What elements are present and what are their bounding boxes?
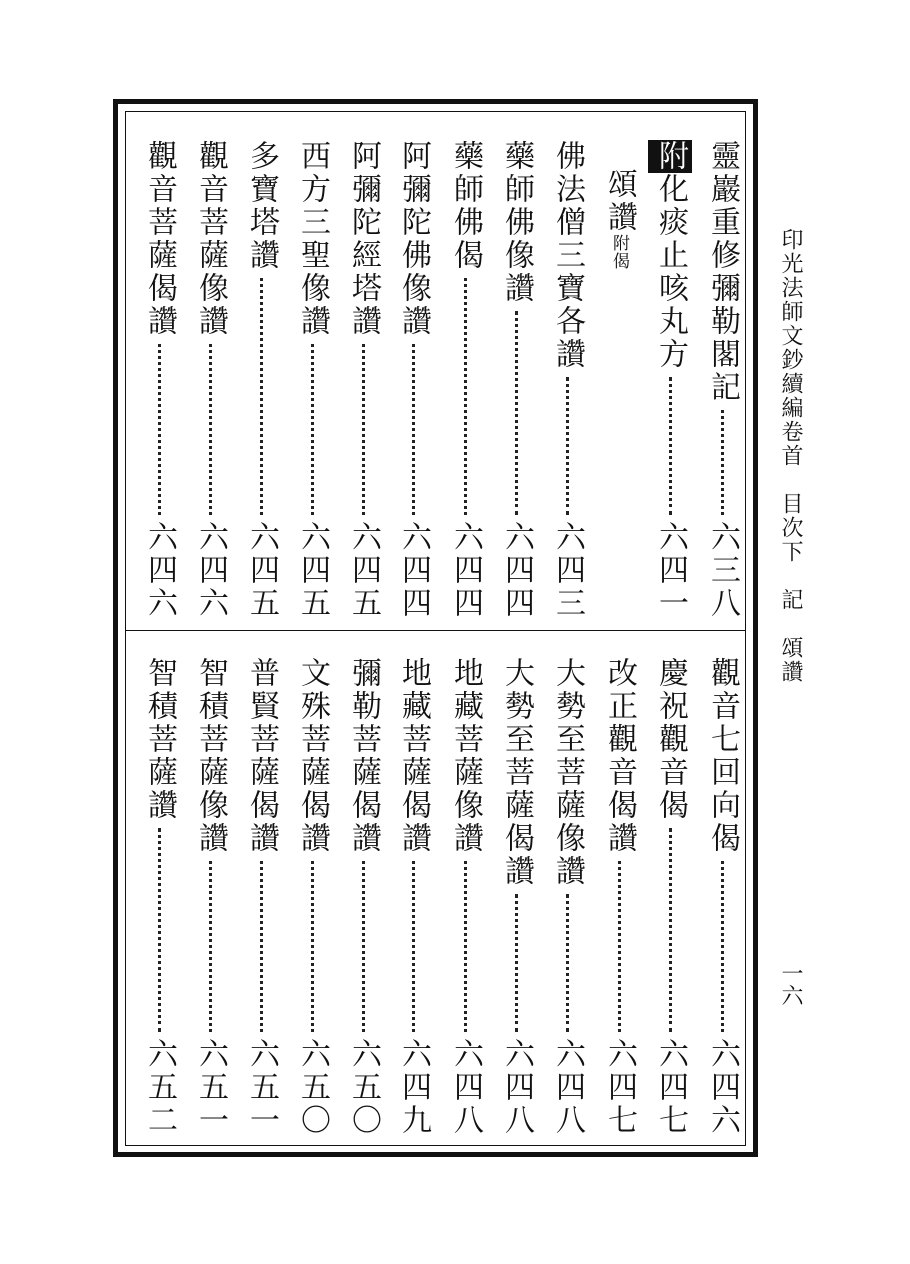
- toc-page-number: 六四五: [244, 521, 279, 620]
- leader-dots: [515, 894, 518, 1032]
- toc-entry-title: [341, 657, 385, 855]
- toc-entry: [648, 657, 692, 1137]
- toc-entry-title: [341, 140, 385, 338]
- toc-page-number: 六三八: [705, 521, 740, 620]
- toc-entry-text: 多寶塔讚: [244, 140, 279, 272]
- toc-entry-title: [391, 140, 435, 338]
- toc-entry-title: [597, 657, 641, 855]
- leader-dots: [158, 344, 161, 515]
- toc-entry-text: 大勢至菩薩像讚: [550, 657, 585, 888]
- toc-entry-text: 彌勒菩薩偈讚: [346, 657, 381, 855]
- appendix-mark: 附: [648, 140, 692, 173]
- toc-entry-text: 阿彌陀經塔讚: [346, 140, 381, 338]
- toc-entry-text: 智積菩薩讚: [142, 657, 177, 822]
- toc-entry: [597, 657, 641, 1137]
- toc-page-number: 六四七: [653, 1038, 688, 1137]
- toc-page-number: 六四七: [602, 1038, 637, 1137]
- leader-dots: [311, 861, 314, 1032]
- toc-entry-title: [648, 657, 692, 822]
- toc-entry-title: [239, 140, 283, 272]
- toc-entry-subtitle: 附偈: [609, 234, 629, 270]
- leader-dots: [669, 377, 672, 515]
- toc-page-number: 六五一: [193, 1038, 228, 1137]
- toc-entry: [494, 657, 538, 1137]
- toc-entry-text: 地藏菩薩像讚: [448, 657, 483, 855]
- toc-page-number: 六四四: [448, 521, 483, 620]
- leader-dots: [362, 861, 365, 1032]
- toc-entry-text: 地藏菩薩偈讚: [396, 657, 431, 855]
- leader-dots: [260, 278, 263, 515]
- toc-entry-text: 文殊菩薩偈讚: [295, 657, 330, 855]
- toc-entry-title: [648, 140, 692, 371]
- toc-entry: [545, 657, 589, 1137]
- toc-entry-text: 藥師佛偈: [448, 140, 483, 272]
- toc-entry-title: [239, 657, 283, 855]
- toc-entry: [239, 657, 283, 1137]
- toc-entry-title: [597, 168, 641, 270]
- leader-dots: [464, 861, 467, 1032]
- toc-entry-text: 觀音菩薩像讚: [193, 140, 228, 338]
- toc-page-number: 六四六: [142, 521, 177, 620]
- toc-entry-text: 靈巖重修彌勒閣記: [705, 140, 740, 404]
- toc-entry: [443, 140, 487, 620]
- toc-page-number: 六四八: [448, 1038, 483, 1137]
- toc-entry-text: 慶祝觀音偈: [653, 657, 688, 822]
- leader-dots: [566, 894, 569, 1032]
- toc-entry: [137, 140, 181, 620]
- toc-entry-text: 藥師佛像讚: [499, 140, 534, 305]
- toc-page-number: 六四四: [396, 521, 431, 620]
- leader-dots: [566, 377, 569, 515]
- toc-entry-title: [494, 140, 538, 305]
- toc-page-number: 六四一: [653, 521, 688, 620]
- toc-page-number: 六五〇: [295, 1038, 330, 1137]
- toc-entry-text: 觀音七回向偈: [705, 657, 740, 855]
- toc-entry-title: [700, 140, 744, 404]
- toc-entry: [188, 657, 232, 1137]
- toc-entry: [341, 657, 385, 1137]
- toc-entry-text: 阿彌陀佛像讚: [396, 140, 431, 338]
- leader-dots: [464, 278, 467, 515]
- leader-dots: [209, 861, 212, 1032]
- toc-entry: [494, 140, 538, 620]
- toc-entry-title: [391, 657, 435, 855]
- toc-entry-title: [700, 657, 744, 855]
- leader-dots: [412, 344, 415, 515]
- toc-entry: [391, 140, 435, 620]
- toc-page-number: 六四八: [550, 1038, 585, 1137]
- running-head: 印光法師文鈔續編卷首 目次下 記 頌讚: [778, 228, 803, 684]
- toc-entry-title: [443, 140, 487, 272]
- toc-page-number: 六四八: [499, 1038, 534, 1137]
- toc-entry-text: 智積菩薩像讚: [193, 657, 228, 855]
- toc-entry-text: 大勢至菩薩偈讚: [499, 657, 534, 888]
- toc-entry: [700, 140, 744, 620]
- leader-dots: [260, 861, 263, 1032]
- leader-dots: [311, 344, 314, 515]
- toc-entry: [341, 140, 385, 620]
- toc-entry: [443, 657, 487, 1137]
- toc-entry-title: [137, 657, 181, 822]
- toc-entry-text: 西方三聖像讚: [295, 140, 330, 338]
- toc-entry-title: [290, 657, 334, 855]
- toc-entry: [290, 140, 334, 620]
- toc-page-number: 六四五: [346, 521, 381, 620]
- leader-dots: [158, 828, 161, 1032]
- toc-entry-title: [137, 140, 181, 338]
- toc-page-number: 六四九: [396, 1038, 431, 1137]
- toc-page-number: 六五一: [244, 1038, 279, 1137]
- leader-dots: [515, 311, 518, 515]
- leader-dots: [412, 861, 415, 1032]
- toc-page-number: 六四六: [193, 521, 228, 620]
- toc-entry: [545, 140, 589, 620]
- toc-entry-text: 頌讚: [602, 168, 637, 234]
- section-divider: [125, 630, 746, 631]
- leader-dots: [721, 861, 724, 1032]
- toc-entry-title: [443, 657, 487, 855]
- toc-entry: [597, 140, 641, 620]
- leader-dots: [669, 828, 672, 1032]
- toc-page-number: 六四三: [550, 521, 585, 620]
- toc-entry: [700, 657, 744, 1137]
- leader-dots: [209, 344, 212, 515]
- toc-page-number: 六四六: [705, 1038, 740, 1137]
- toc-entry: [137, 657, 181, 1137]
- toc-page-number: 六四四: [499, 521, 534, 620]
- toc-page-number: 六五〇: [346, 1038, 381, 1137]
- leader-dots: [362, 344, 365, 515]
- leader-dots: [721, 410, 724, 515]
- toc-entry-title: [494, 657, 538, 888]
- toc-entry-text: 觀音菩薩偈讚: [142, 140, 177, 338]
- toc-entry: [290, 657, 334, 1137]
- leader-dots: [618, 861, 621, 1032]
- toc-page-number: 六五二: [142, 1038, 177, 1137]
- toc-entry-text: 普賢菩薩偈讚: [244, 657, 279, 855]
- toc-entry-title: [545, 140, 589, 371]
- toc-page-number: 六四五: [295, 521, 330, 620]
- toc-entry: [188, 140, 232, 620]
- toc-entry: [391, 657, 435, 1137]
- toc-entry-title: [290, 140, 334, 338]
- toc-entry-text: 佛法僧三寶各讚: [550, 140, 585, 371]
- toc-entry-text: 化痰止咳丸方: [653, 173, 688, 371]
- toc-entry-text: 改正觀音偈讚: [602, 657, 637, 855]
- toc-entry-title: [545, 657, 589, 888]
- toc-entry: [648, 140, 692, 620]
- toc-entry-title: [188, 140, 232, 338]
- toc-entry: [239, 140, 283, 620]
- page-number: 一六: [778, 962, 803, 1006]
- toc-entry-title: [188, 657, 232, 855]
